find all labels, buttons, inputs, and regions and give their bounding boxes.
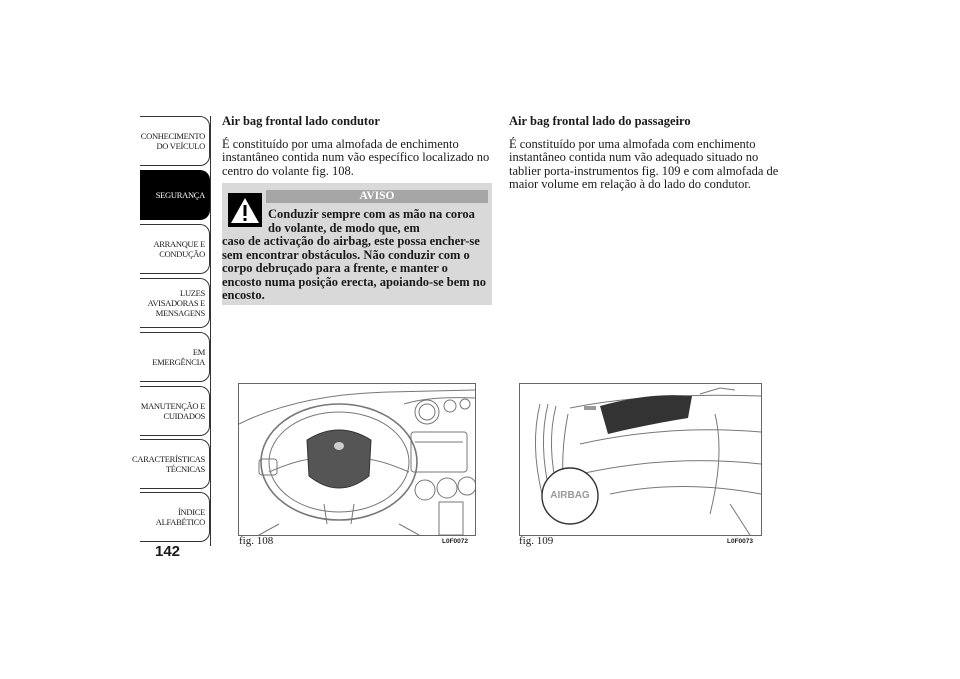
figure-label: fig. 108 <box>239 535 274 547</box>
passenger-airbag-section <box>509 115 779 192</box>
figure-108-steering-wheel <box>238 383 476 536</box>
airbag-callout: AIRBAG <box>550 490 590 501</box>
section-paragraph: É constituído por uma almofada com enchimento instantâneo contida num vão adequado situado no tablier porta-instrumentos fig. 109 e com almofada de maior volume em relação à do lado do condutor. <box>509 136 779 191</box>
figure-code: L0F0073 <box>727 538 754 545</box>
sidebar-divider <box>210 116 211 546</box>
tab-arranque[interactable]: ARRANQUE E CONDUÇÃO <box>140 224 210 274</box>
tab-conhecimento[interactable]: CONHECIMENTO DO VEÍCULO <box>140 116 210 166</box>
warning-title: AVISO <box>266 190 488 203</box>
figure-109-passenger-dashboard <box>519 383 762 536</box>
tab-seguranca[interactable]: SEGURANÇA <box>140 170 210 220</box>
warning-box <box>222 183 492 305</box>
tab-luzes[interactable]: LUZES AVISADORAS E MENSAGENS <box>140 278 210 328</box>
figure-code: L0F0072 <box>442 538 469 545</box>
section-paragraph: É constituído por uma almofada de enchimento instantâneo contida num vão específico localizado no centro do volante fig. 108. <box>222 136 490 178</box>
steering-wheel-illustration <box>239 384 475 535</box>
tab-manutencao[interactable]: MANUTENÇÃO E CUIDADOS <box>140 386 210 436</box>
tab-caracteristicas[interactable]: CARACTERÍSTICAS TÉCNICAS <box>140 439 210 489</box>
dashboard-illustration <box>520 384 761 535</box>
tab-indice[interactable]: ÍNDICE ALFABÉTICO <box>140 492 210 542</box>
figure-label: fig. 109 <box>519 535 554 547</box>
page-number: 142 <box>155 543 181 560</box>
section-heading: Air bag frontal lado do passageiro <box>509 114 691 128</box>
warning-text: Conduzir sempre com as mão na coroa do volante, de modo que, em caso de activação do airbag, este possa encher-se sem encontrar obstáculos. Não conduzir com o corpo debruçado para a frente, e manter o encosto numa posição erecta, apoiando-se bem no encosto. <box>222 207 487 302</box>
section-heading: Air bag frontal lado condutor <box>222 114 380 128</box>
tab-emergencia[interactable]: EM EMERGÊNCIA <box>140 332 210 382</box>
driver-airbag-section <box>222 115 497 178</box>
